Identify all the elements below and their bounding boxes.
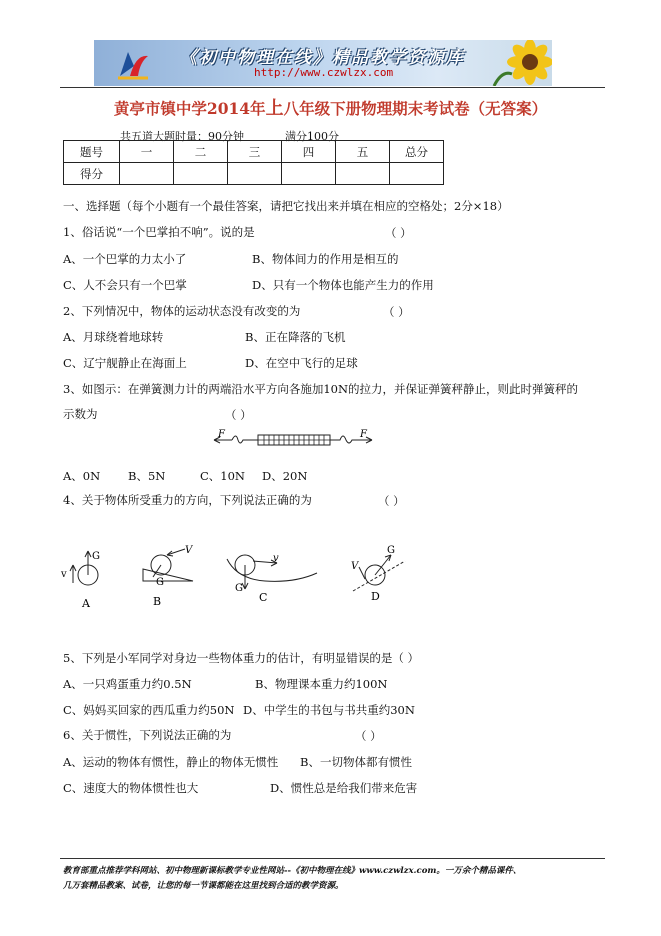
q1-option-d: D、只有一个物体也能产生力的作用	[252, 278, 434, 292]
figure-b-g: G	[156, 577, 164, 588]
q6-option-d: D、惯性总是给我们带来危害	[270, 781, 418, 795]
figure-c-letter: C	[259, 591, 268, 604]
score-row-label: 得分	[64, 163, 120, 185]
q6-stem: 6、关于惯性，下列说法正确的为	[63, 728, 232, 742]
q3-force-right-label: F	[360, 429, 367, 440]
score-table-score-row	[64, 163, 444, 185]
q1-option-a: A、一个巴掌的力太小了	[63, 252, 187, 266]
q5-stem: 5、下列是小军同学对身边一些物体重力的估计，有明显错误的是（ ）	[63, 651, 419, 665]
score-col-3: 三	[228, 141, 282, 163]
figure-b-letter: B	[153, 595, 162, 608]
banner-title: 《初中物理在线》精品教学资源库	[180, 48, 465, 68]
q4-answer-blank[interactable]: （ ）	[378, 494, 405, 508]
section1-heading: 一、选择题（每个小题有一个最佳答案，请把它找出来并填在相应的空格处；2分×18）	[63, 199, 509, 213]
figure-b-v: V	[185, 545, 193, 556]
q3-option-b: B、5N	[128, 469, 166, 483]
score-col-5: 五	[336, 141, 390, 163]
gravity-direction-figures	[55, 543, 415, 613]
figure-d-v: V	[351, 561, 359, 572]
q5-option-c: C、妈妈买回家的西瓜重力约50N	[63, 703, 235, 717]
q3-answer-blank[interactable]: （ ）	[225, 408, 252, 422]
figure-c	[227, 553, 317, 604]
q6-option-a: A、运动的物体有惯性，静止的物体无惯性	[63, 755, 279, 769]
exam-info-full-score: 满分100分	[285, 130, 339, 143]
score-cell-total[interactable]	[390, 163, 444, 185]
score-cell-2[interactable]	[174, 163, 228, 185]
q5-option-d: D、中学生的书包与书共重约30N	[243, 703, 415, 717]
site-banner[interactable]	[94, 40, 552, 86]
figure-d	[351, 545, 405, 603]
score-col-1: 一	[120, 141, 174, 163]
q6-option-b: B、一切物体都有惯性	[300, 755, 412, 769]
q5-option-a: A、一只鸡蛋重力约0.5N	[63, 677, 192, 691]
figure-c-g: G	[235, 583, 243, 594]
score-cell-4[interactable]	[282, 163, 336, 185]
figure-b	[143, 545, 194, 608]
figure-d-g: G	[387, 545, 395, 556]
q2-option-b: B、正在降落的飞机	[245, 330, 346, 344]
footer-line-2: 几万套精品教案、试卷，让您的每一节课都能在这里找到合适的教学资源。	[63, 881, 344, 891]
site-logo-icon	[114, 46, 152, 82]
score-col-total: 总分	[390, 141, 444, 163]
score-table-header-row	[64, 141, 444, 163]
q5-option-b: B、物理课本重力约100N	[255, 677, 388, 691]
q3-stem: 3、如图示：在弹簧测力计的两端沿水平方向各施加10N的拉力，并保证弹簧秤静止，则此时弹簧秤的	[63, 382, 579, 396]
score-cell-3[interactable]	[228, 163, 282, 185]
q1-stem: 1、俗话说“一个巴掌拍不响”。说的是	[63, 225, 255, 239]
q4-stem: 4、关于物体所受重力的方向，下列说法正确的为	[63, 493, 312, 507]
score-table	[63, 140, 444, 185]
banner-url[interactable]: http://www.czwlzx.com	[254, 66, 394, 79]
figure-a	[60, 551, 100, 610]
exam-info-questions: 共五道大题时量：90分钟	[120, 130, 244, 143]
exam-title-suffix: 八年级下册物理期末考试卷（无答案）	[283, 99, 548, 118]
score-col-4: 四	[282, 141, 336, 163]
footer-line-1: 教育部重点推荐学科网站、初中物理新课标教学专业性网站--《初中物理在线》www.czwlzx.com。一万余个精品课件、	[63, 866, 522, 876]
q1-option-b: B、物体间力的作用是相互的	[252, 252, 399, 266]
q2-stem: 2、下列情况中，物体的运动状态没有改变的为	[63, 304, 301, 318]
q3-stem-continued: 示数为	[63, 407, 98, 421]
spring-scale-figure	[210, 428, 380, 450]
figure-d-letter: D	[371, 590, 380, 603]
score-cell-1[interactable]	[120, 163, 174, 185]
q2-answer-blank[interactable]: （ ）	[383, 305, 410, 319]
q2-option-c: C、辽宁舰静止在海面上	[63, 356, 187, 370]
exam-title-big: 上	[265, 98, 284, 119]
figure-a-v: v	[61, 569, 67, 580]
header-rule	[60, 87, 605, 88]
q3-option-d: D、20N	[262, 469, 308, 483]
footer-rule	[60, 858, 605, 859]
q3-force-left-label: F	[218, 429, 225, 440]
figure-c-v: v	[273, 553, 279, 564]
figure-a-letter: A	[82, 597, 90, 610]
sunflower-icon	[492, 40, 552, 86]
page-footer	[63, 864, 603, 894]
exam-title-prefix: 黄亭市镇中学2014年	[113, 99, 266, 118]
q6-answer-blank[interactable]: （ ）	[355, 729, 382, 743]
q6-option-c: C、速度大的物体惯性也大	[63, 781, 199, 795]
q3-option-a: A、0N	[63, 469, 101, 483]
score-cell-5[interactable]	[336, 163, 390, 185]
figure-a-g: G	[92, 551, 100, 562]
exam-title	[0, 94, 661, 120]
score-col-2: 二	[174, 141, 228, 163]
q3-option-c: C、10N	[200, 469, 245, 483]
q2-option-d: D、在空中飞行的足球	[245, 356, 358, 370]
q1-option-c: C、人不会只有一个巴掌	[63, 278, 187, 292]
score-header-label: 题号	[64, 141, 120, 163]
q2-option-a: A、月球绕着地球转	[63, 330, 164, 344]
q1-answer-blank[interactable]: （ ）	[385, 226, 412, 240]
